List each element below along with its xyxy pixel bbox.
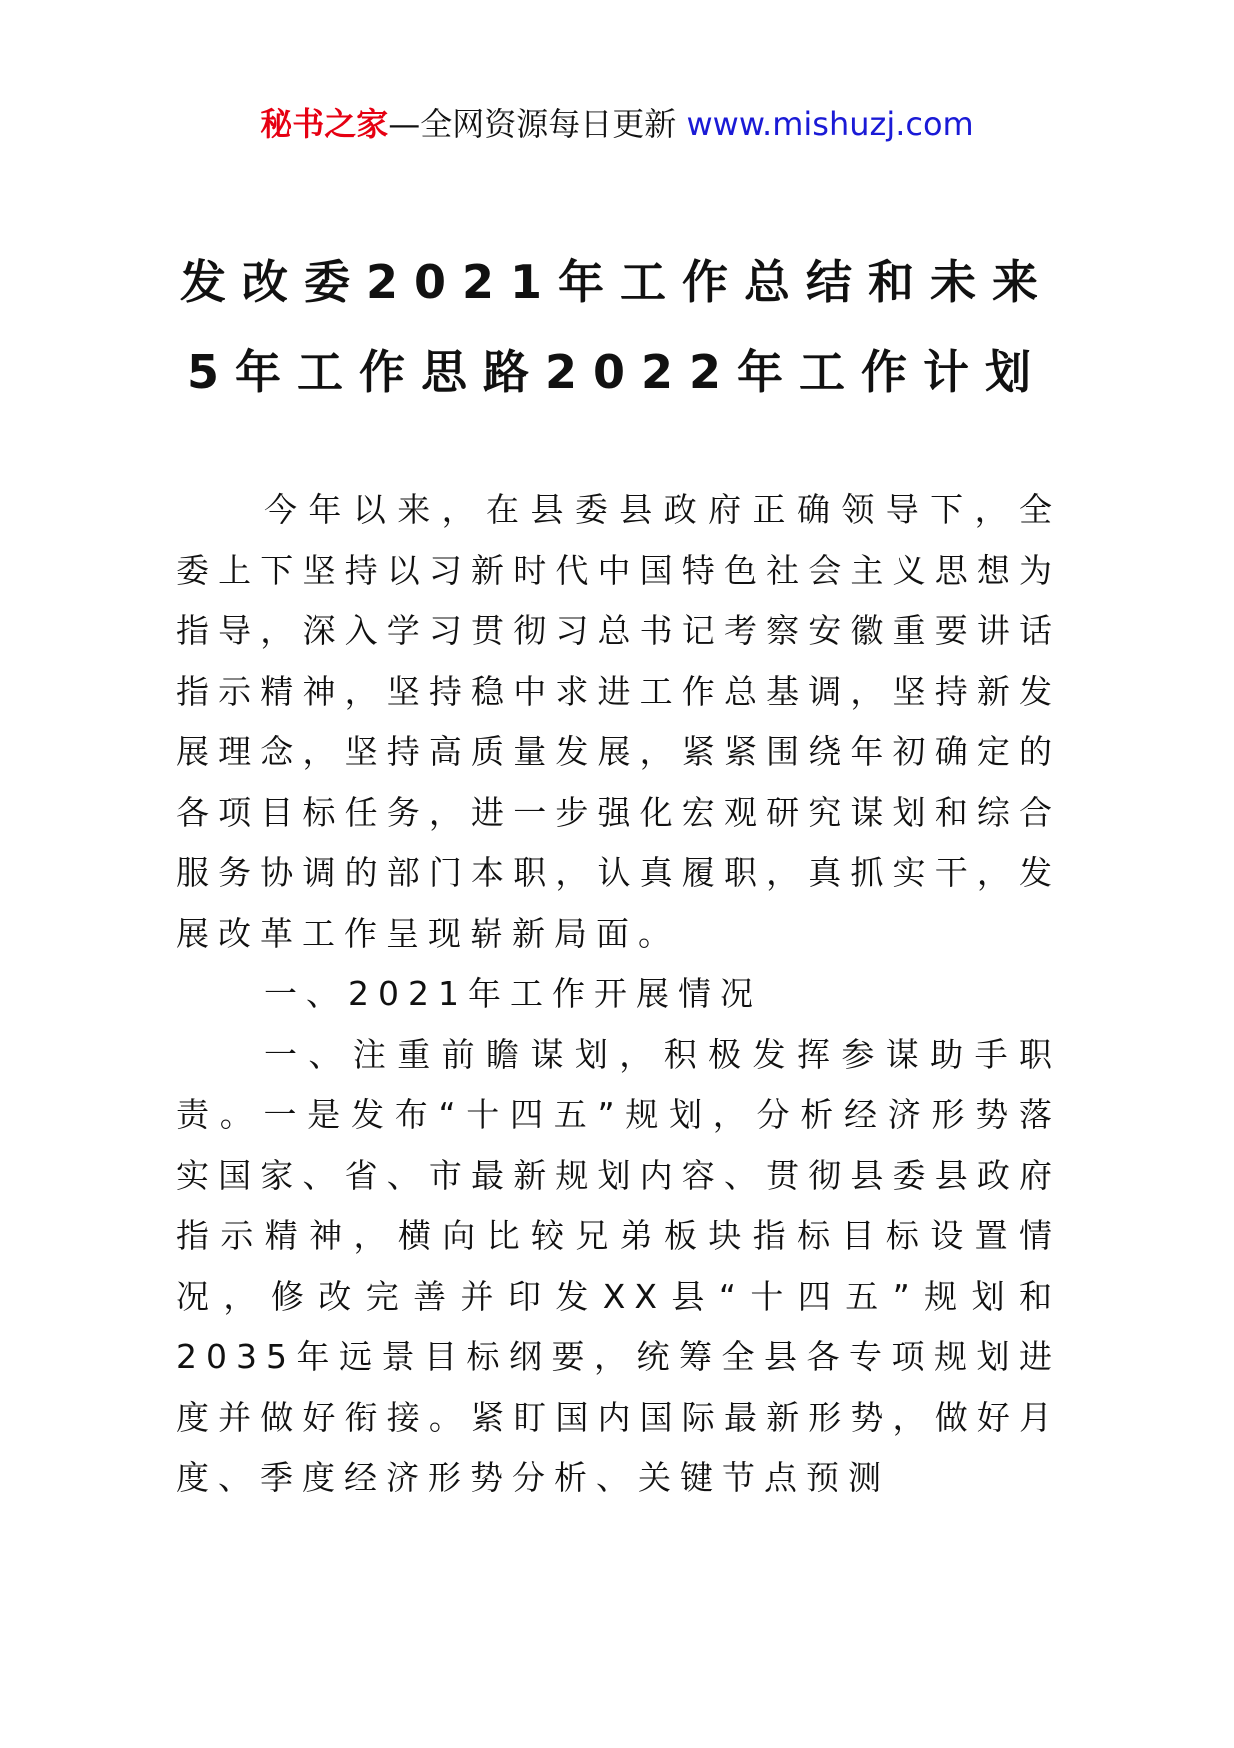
document-title-line-2: 5年工作思路2022年工作计划 <box>186 345 1048 399</box>
site-slogan: —全网资源每日更新 <box>388 105 687 143</box>
site-url-link[interactable]: www.mishuzj.com <box>686 105 974 143</box>
site-header <box>0 102 1234 146</box>
body-paragraph-intro: 今年以来，在县委县政府正确领导下，全委上下坚持以习新时代中国特色社会主义思想为指导，深入学习贯彻习总书记考察安徽重要讲话指示精神，坚持稳中求进工作总基调，坚持新发展理念，坚持高质量发展，紧紧围绕年初确定的各项目标任务，进一步强化宏观研究谋划和综合服务协调的部门本职，认真履职，真抓实干，发展改革工作呈现崭新局面。 <box>176 490 1061 953</box>
section-heading-1: 一、2021年工作开展情况 <box>264 974 762 1013</box>
body-paragraph-1: 一、注重前瞻谋划，积极发挥参谋助手职责。一是发布“十四五”规划，分析经济形势落实国家、省、市最新规划内容、贯彻县委县政府指示精神，横向比较兄弟板块指标目标设置情况，修改完善并印发XX县“十四五”规划和2035年远景目标纲要，统筹全县各专项规划进度并做好衔接。紧盯国内国际最新形势，做好月度、季度经济形势分析、关键节点预测 <box>176 1034 1061 1497</box>
document-title-line-1: 发改委2021年工作总结和未来 <box>179 255 1055 309</box>
document-body <box>176 480 1061 1509</box>
site-brand: 秘书之家 <box>260 105 389 143</box>
